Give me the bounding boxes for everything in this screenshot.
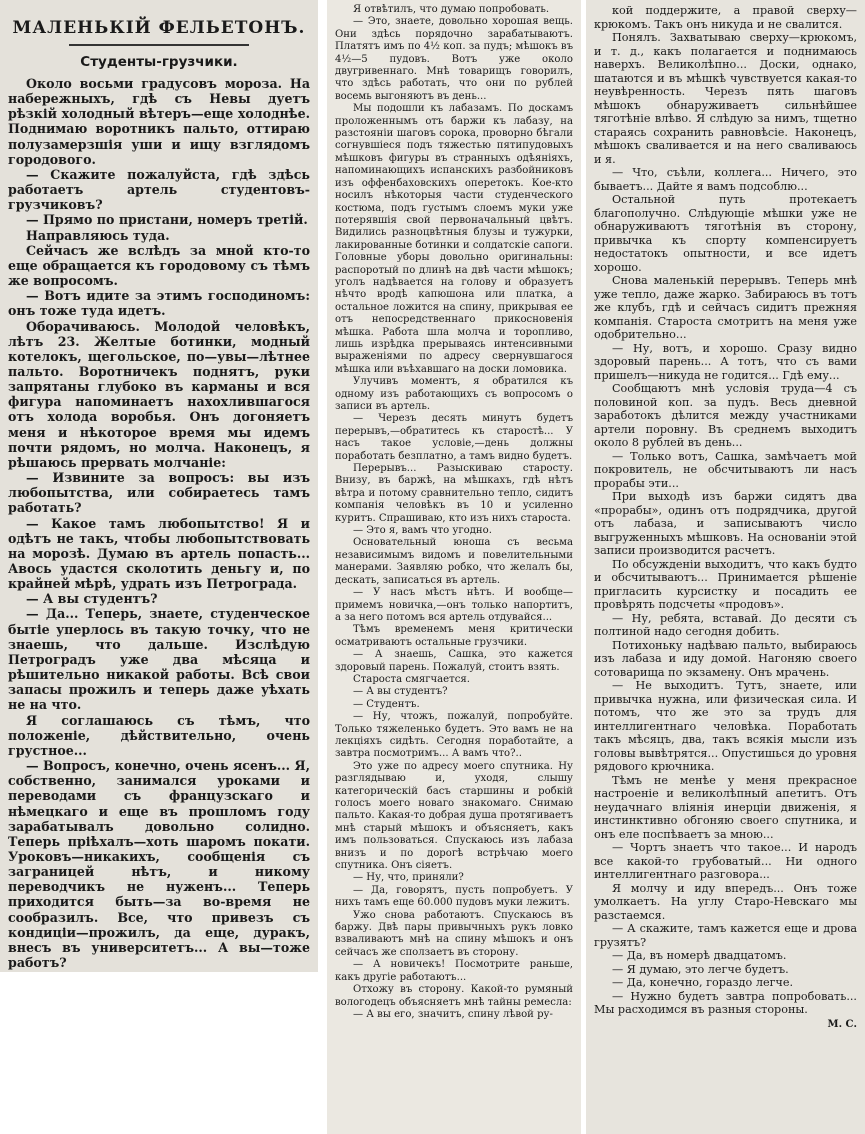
article-paragraph: — Нужно будетъ завтра попробовать... Мы расходимся въ разныя стороны. — [594, 989, 857, 1016]
article-paragraph: Отхожу въ сторону. Какой-то румяный вологодецъ объясняетъ мнѣ тайны ремесла: — [335, 984, 573, 1008]
article-paragraph: — Скажите пожалуйста, гдѣ здѣсь работаетъ артель студентовъ-грузчиковъ? — [8, 166, 310, 213]
feuilleton-title: МАЛЕНЬКІЙ ФЕЛЬЕТОНЪ. — [12, 18, 306, 38]
article-paragraph: — Я думаю, это легче будетъ. — [612, 962, 789, 976]
article-paragraph: — Это, знаете, довольно хорошая вещь. Они здѣсь порядочно зарабатываютъ. Платятъ имъ по 4½ коп. за пудъ; мѣшокъ въ 4½—5 пудовъ. Вотъ уже около двугривеннаго. Мнѣ товарищъ говорилъ, что здѣсь работать, что они по рублей восемь выгоняютъ въ день... — [335, 16, 573, 102]
article-paragraph: — У насъ мѣстъ нѣтъ. И вообще—примемъ новичка,—онъ только напортитъ, а за него потомъ вся артель отдувайся... — [335, 587, 573, 623]
article-paragraph: — Вотъ идите за этимъ господиномъ: онъ тоже туда идетъ. — [8, 288, 310, 319]
article-paragraph: — А новичекъ! Посмотрите раньше, какъ другіе работаютъ... — [335, 959, 573, 983]
title-rule — [69, 44, 249, 46]
article-paragraph: Около восьми градусовъ мороза. На набережныхъ, гдѣ съ Невы дуетъ рѣзкій холодный вѣтеръ—еще холоднѣе. Поднимаю воротникъ пальто, оттираю полузамерзшія уши и ищу взглядомъ городового. — [8, 76, 310, 167]
article-paragraph: Направляюсь туда. — [26, 227, 170, 243]
article-paragraph: При выходѣ изъ баржи сидятъ два «прорабы», одинъ отъ подрядчика, другой отъ лабаза, и записываютъ число выгруженныхъ мѣшковъ. На основаніи этой записи производится расчетъ. — [594, 490, 857, 557]
article-paragraph: — А вы студентъ? — [26, 591, 158, 607]
article-paragraph: Староста смягчается. — [353, 673, 470, 685]
article-paragraph: Основательный юноша съ весьма независимымъ видомъ и повелительными манерами. Заявляю робко, что желалъ бы, дескать, записаться въ артель. — [335, 537, 573, 586]
article-paragraph: — Да, конечно, гораздо легче. — [612, 976, 793, 989]
article-paragraph: — Да, говорятъ, пусть попробуетъ. У нихъ тамъ еще 60.000 пудовъ муки лежитъ. — [335, 884, 573, 909]
article-paragraph: Сообщаютъ мнѣ условія труда—4 съ половиной коп. за пудъ. Весь дневной заработокъ дѣлится между участниками артели поровну. Въ среднемъ выходитъ около 8 рублей въ день... — [594, 382, 857, 449]
article-paragraph: — Ну, что, приняли? — [353, 872, 464, 884]
article-paragraph: Ужо снова работаютъ. Спускаюсь въ баржу. Двѣ пары привычныхъ рукъ ловко взваливаютъ мнѣ на спину мѣшокъ и онъ сейчасъ же сползаетъ въ сторону. — [335, 909, 573, 958]
article-column-3 — [586, 0, 865, 1134]
article-paragraph: — Да, въ номерѣ двадцатомъ. — [612, 949, 787, 962]
article-paragraph: — Это я, вамъ что угодно. — [353, 525, 492, 537]
article-paragraph: — Ну, вотъ, и хорошо. Сразу видно здоровый парень... А тотъ, что съ вами пришелъ—никуда не годится... Гдѣ ему... — [594, 341, 857, 382]
article-column-2 — [327, 0, 581, 1134]
article-paragraph: Остальной путь протекаетъ благополучно. Слѣдующіе мѣшки уже не обнаруживаютъ тяготѣнія въ сторону, привычка къ спорту компенсируетъ недостатокъ опытности, и все идетъ хорошо. — [594, 193, 857, 274]
article-paragraph: — Только вотъ, Сашка, замѣчаетъ мой покровитель, не обсчитываютъ ли насъ прорабы эти... — [594, 449, 857, 490]
article-paragraph: Понялъ. Захватываю сверху—крюкомъ, и т. д., какъ полагается и поднимаюсь наверхъ. Великолѣпно... Доски, однако, шатаются и въ мѣшкѣ чувствуется какая-то неувѣренность. Черезъ пять шаговъ мѣшокъ обнаруживаетъ сильнѣйшее тяготѣніе влѣво. Я слѣдую за нимъ, тщетно стараясь сохранить равновѣсіе. Наконецъ, мѣшокъ сваливается и на него сваливаюсь и я. — [594, 31, 857, 166]
author-signature: М. С. — [827, 1018, 857, 1030]
article-paragraph: Потихоньку надѣваю пальто, выбираюсь изъ лабаза и иду домой. Нагоняю своего сотоварища по экзамену. Онъ мрачень. — [594, 638, 857, 679]
article-paragraph: Я молчу и иду впередъ... Онъ тоже умолкаетъ. На углу Старо-Невскаго мы разстаемся. — [594, 881, 857, 922]
article-paragraph: Тѣмъ временемъ меня критически осматриваютъ остальные грузчики. — [335, 624, 573, 648]
article-paragraph: — А вы его, значитъ, спину лѣвой ру- — [353, 1008, 553, 1020]
article-paragraph: — Ну, чтожъ, пожалуй, попробуйте. Только тяжеленько будетъ. Это вамъ не на лекціяхъ сидѣть. Сегодня поработайте, а завтра посмотримъ... А вамъ что?.. — [335, 711, 573, 760]
article-column-1 — [0, 0, 318, 972]
article-paragraph: — Что, съѣли, коллега... Ничего, это бываетъ... Дайте я вамъ подсоблю... — [594, 166, 857, 193]
article-paragraph: Перерывъ... Разыскиваю старосту. Внизу, въ баржѣ, на мѣшкахъ, гдѣ нѣтъ вѣтра и потому сравнительно тепло, сидитъ компанія человѣкъ въ 10 и усиленно куритъ. Спрашиваю, кто изъ нихъ староста. — [335, 463, 573, 524]
article-paragraph: — Да... Теперь, знаете, студенческое бытіе уперлось въ такую точку, что не знаешь, что дальше. Изслѣдую Петроградъ уже два мѣсяца и рѣшительно никакой работы. Всѣ свои запасы прожилъ и теперь даже уѣхать не на что. — [8, 606, 310, 713]
column-2-body — [335, 4, 573, 1021]
column-3-body — [594, 4, 857, 1017]
article-paragraph: — Вопросъ, конечно, очень ясенъ... Я, собственно, занимался уроками и переводами съ французскаго и нѣмецкаго и еще въ прошломъ году зарабатывалъ довольно солидно. Теперь пріѣхалъ—хоть шаромъ покати. Уроковъ—никакихъ, сообщенія съ заграницей нѣтъ, и никому переводчикъ не нуженъ... Теперь приходится быть—за во-время не сообразилъ. Все, что привезъ съ кондиціи—прожилъ, да еще, дуракъ, внесъ въ университетъ... А вы—тоже работъ? — [8, 758, 310, 971]
article-paragraph: — Какое тамъ любопытство! Я и одѣтъ не такъ, чтобы любопытствовать на морозѣ. Думаю въ артель попасть... Авось удастся сколотить деньгу и, по крайней мѣрѣ, удрать изъ Петрограда. — [8, 515, 310, 592]
article-paragraph: Мы подошли къ лабазамъ. По доскамъ проложеннымъ отъ баржи къ лабазу, на разстояніи шаговъ сорока, проворно бѣгали согнувшіеся подъ тяжестью пятипудовыхъ мѣшковъ фигуры въ странныхъ одѣяніяхъ, напоминающихъ испанскихъ разбойниковъ изъ оффенбаховскихъ оперетокъ. Кое-кто носилъ нѣкоторыя части студенческого костюма, подъ густымъ слоемъ муки уже потерявшія свой первоначальный цвѣтъ. Видились разноцвѣтныя блузы и тужурки, лакированные ботинки и солдатскіе сапоги. Головные уборы довольно оригинальны: распоротый по длинѣ на двѣ части мѣшокъ; уголъ надѣвается на голову и образуетъ нѣчто вродѣ капюшона или платка, а остальное ложится на спину, прикрывая ее отъ непосредственнаго прикосновенія мѣшка. Работа шла молча и торопливо, лишь изрѣдка прерываясь интенсивными выраженіями по адресу свернувшагося мѣшка или въѣхавшаго на доски ломовика. — [335, 103, 573, 375]
article-paragraph: Я соглашаюсь съ тѣмъ, что положеніе, дѣйствительно, очень грустное... — [8, 712, 310, 758]
article-subtitle: Студенты-грузчики. — [80, 54, 238, 70]
article-paragraph: — Ну, ребята, вставай. До десяти съ полтиной надо сегодня добить. — [594, 611, 857, 638]
article-paragraph: Это уже по адресу моего спутника. Ну разглядываю и, уходя, слышу категорическій басъ старшины и робкій голосъ моего новаго знакомаго. Снимаю пальто. Какая-то добрая душа протягиваетъ мнѣ старый мѣшокъ и объясняетъ, какъ имъ пользоваться. Спускаюсь изъ лабаза внизъ и по дорогѣ встрѣчаю моего спутника. Онъ сіяетъ. — [335, 760, 573, 872]
article-paragraph: — А скажите, тамъ кажется еще и дрова грузятъ? — [594, 922, 857, 949]
article-paragraph: — А знаешь, Сашка, это кажется здоровый парень. Пожалуй, стоитъ взять. — [335, 649, 573, 673]
article-paragraph: — Чортъ знаетъ что такое... И народъ все какой-то грубоватый... Ни одного интеллигентнаго разговора... — [594, 841, 857, 881]
article-paragraph: — Черезъ десять минутъ будетъ перерывъ,—обратитесь къ старостѣ... У насъ такое условіе,—день должны поработать безплатно, а тамъ видно будетъ. — [335, 413, 573, 462]
article-paragraph: кой поддержите, а правой сверху—крюкомъ. Такъ онъ никуда и не свалится. — [594, 4, 857, 31]
article-paragraph: Улучивъ моментъ, я обратился къ одному изъ работающихъ съ вопросомъ о записи въ артель. — [335, 376, 573, 412]
article-paragraph: По обсужденіи выходитъ, что какъ будто и обсчитываютъ... Принимается рѣшеніе пригласить курсистку и посадить ее провѣрять подсчеты «продовъ». — [594, 557, 857, 611]
article-paragraph: Тѣмъ не менѣе у меня прекрасное настроеніе и великолѣпный апетитъ. Отъ неудачнаго вліянія инерціи движенія, я инстинктивно обгоняю своего спутника, и онъ еле поспѣваетъ за мною... — [594, 773, 857, 841]
column-1-body — [8, 76, 310, 970]
article-paragraph: Сейчасъ же вслѣдъ за мной кто-то еще обращается къ городовому съ тѣмъ же вопросомъ. — [8, 242, 310, 289]
article-paragraph: — Прямо по пристани, номеръ третій. — [26, 212, 308, 228]
article-paragraph: Оборачиваюсь. Молодой человѣкъ, лѣтъ 23. Желтые ботинки, модный котелокъ, щегольское, по—увы—лѣтнее пальто. Воротничекъ поднятъ, руки запрятаны глубоко въ карманы и вся фигура напоминаетъ нахохлившагося отъ холода воробья. Онъ догоняетъ меня и нѣкоторое время мы идемъ почти рядомъ, но молча. Наконецъ, я рѣшаюсь прервать молчаніе: — [8, 318, 310, 470]
article-paragraph: Снова маленькій перерывъ. Теперь мнѣ уже тепло, даже жарко. Забираюсь въ тотъ же клубъ, гдѣ и сейчасъ сидитъ прежняя компанія. Староста смотритъ на меня уже одобрительно... — [594, 274, 857, 341]
article-paragraph: — Студентъ. — [353, 698, 420, 710]
article-paragraph: — А вы студентъ? — [353, 686, 448, 698]
article-paragraph: Я отвѣтилъ, что думаю попробовать. — [353, 4, 550, 15]
article-paragraph: — Извините за вопросъ: вы изъ любопытства, или собираетесь тамъ работать? — [8, 470, 310, 516]
article-paragraph: — Не выходитъ. Тутъ, знаете, или привычка нужна, или физическая сила. И потомъ, что же это за трудъ для интеллигентнаго человѣка. Поработать такъ мѣсяцъ, два, такъ всякія мысли изъ головы вывѣтрятся... Опустишься до уровня рядового крючника. — [594, 679, 857, 773]
